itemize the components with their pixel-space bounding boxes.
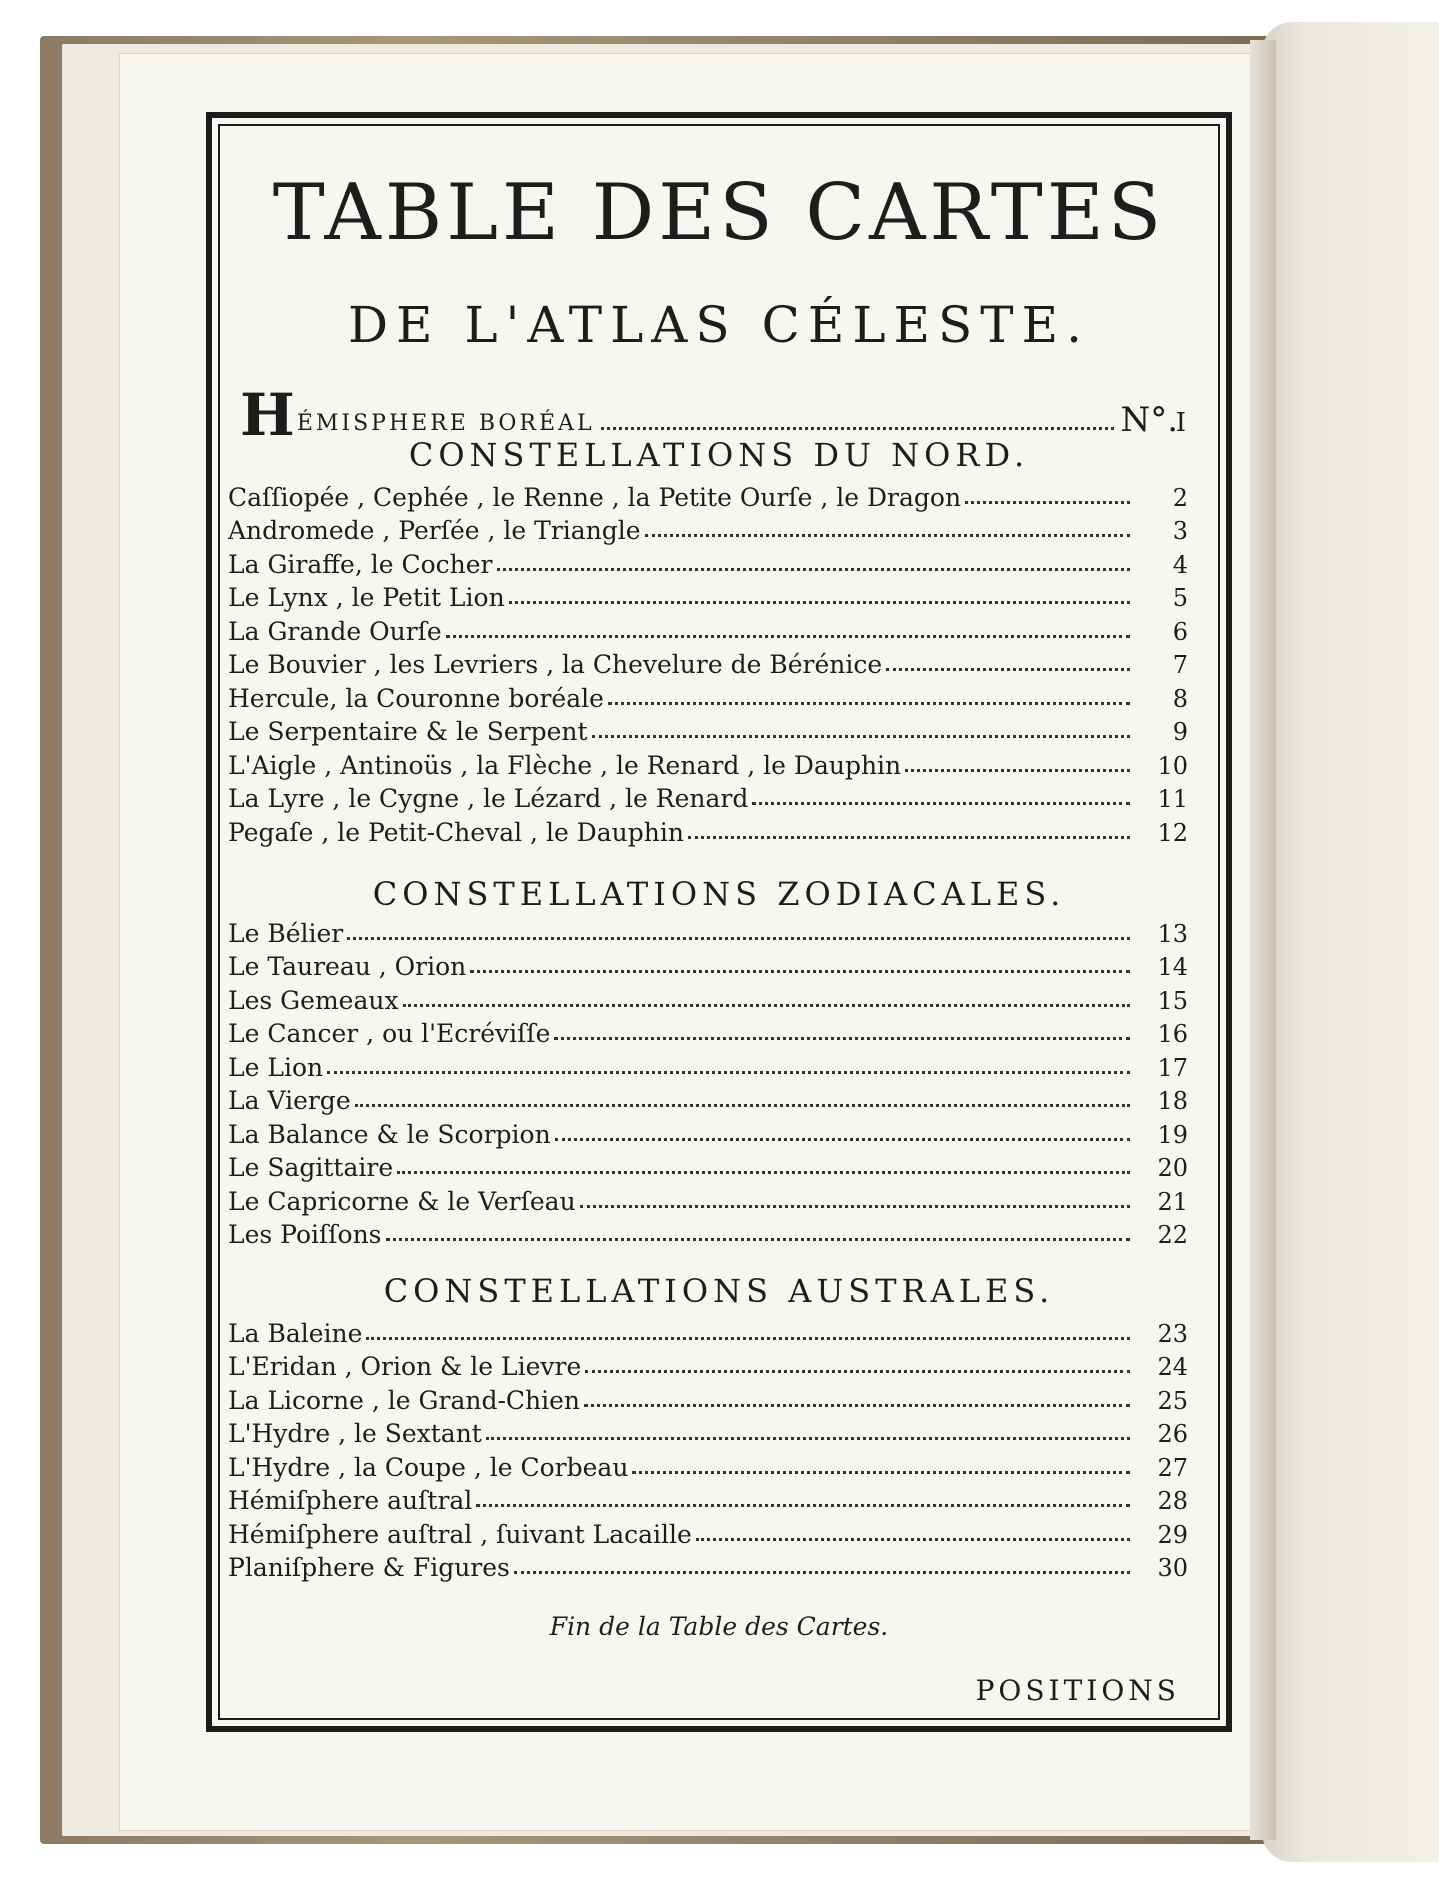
entry-number: 12 <box>1157 818 1188 847</box>
toc-entry <box>228 1048 1188 1082</box>
entry-number: 26 <box>1157 1420 1188 1448</box>
entry-name: L'Eridan , Orion & le Lievre <box>228 1352 582 1381</box>
dot-leader <box>632 1471 1130 1474</box>
entry-name: L'Hydre , le Sextant <box>228 1419 482 1448</box>
entry-name: La Giraffe, le Cocher <box>228 549 493 579</box>
entry-number: 8 <box>1172 684 1188 713</box>
entry-name: L'Aigle , Antinoüs , la Flèche , le Renard , le Dauphin <box>228 750 902 780</box>
page-subtitle: DE L'ATLAS CÉLESTE. <box>347 296 1091 354</box>
dot-leader <box>386 1238 1130 1241</box>
toc-entry <box>228 1082 1188 1116</box>
dot-leader <box>446 635 1130 638</box>
dot-leader <box>965 501 1130 504</box>
dot-leader <box>355 1104 1130 1107</box>
dot-leader <box>497 568 1131 571</box>
toc-entry <box>228 478 1188 512</box>
entry-number: 4 <box>1172 550 1188 579</box>
entry-name: La Vierge <box>228 1086 351 1115</box>
entry-name: La Grande Ourſe <box>228 616 442 646</box>
dot-leader <box>601 427 1115 430</box>
entry-number: 28 <box>1157 1487 1188 1515</box>
dot-leader <box>645 534 1130 537</box>
toc-entry <box>228 713 1188 747</box>
section-heading-nord: CONSTELLATIONS DU NORD. <box>408 436 1030 474</box>
entry-name: La Licorne , le Grand-Chien <box>228 1385 581 1415</box>
catchword: POSITIONS <box>975 1674 1180 1707</box>
entry-number: I <box>1175 408 1186 438</box>
dot-leader <box>580 1205 1130 1208</box>
toc-entry <box>228 1482 1188 1516</box>
entry-name: Les Poiſſons <box>228 1220 382 1249</box>
entry-name: Les Gemeaux <box>228 985 399 1015</box>
section-heading-australes: CONSTELLATIONS AUSTRALES. <box>383 1272 1055 1310</box>
dot-leader <box>608 702 1130 705</box>
number-label: N°. <box>1120 400 1178 440</box>
entry-number: 20 <box>1157 1154 1188 1182</box>
entry-number: 19 <box>1157 1120 1188 1149</box>
drop-initial: H <box>240 381 295 449</box>
dot-leader <box>585 1370 1130 1373</box>
entry-name: Hémiſphere auſtral <box>228 1486 473 1515</box>
facing-page <box>1262 22 1439 1862</box>
entry-number: 15 <box>1157 986 1188 1015</box>
toc-entry <box>228 679 1188 713</box>
entry-name: Hercule, la Couronne boréale <box>228 683 604 713</box>
dot-leader <box>347 937 1130 940</box>
entry-name: Planiſphere & Figures <box>228 1553 510 1582</box>
entry-name: Caſſiopée , Cephée , le Renne , la Petite Ourſe , le Dragon <box>228 482 962 512</box>
entry-number: 24 <box>1157 1353 1188 1381</box>
entry-number: 29 <box>1157 1520 1188 1549</box>
entry-number: 2 <box>1172 483 1188 512</box>
dot-leader <box>470 970 1130 973</box>
dot-leader <box>555 1138 1130 1141</box>
dot-leader <box>397 1171 1130 1174</box>
entry-name: Le Lynx , le Petit Lion <box>228 583 505 612</box>
entry-number: 7 <box>1172 651 1188 679</box>
section-list-nord <box>228 478 1188 847</box>
toc-entry <box>228 1448 1188 1482</box>
toc-entry <box>228 981 1188 1015</box>
dot-leader <box>696 1538 1130 1541</box>
entry-name: Le Taureau , Orion <box>228 952 467 981</box>
entry-name: Pegaſe , le Petit-Cheval , le Dauphin <box>228 817 684 847</box>
entry-name: Le Serpentaire & le Serpent <box>228 717 588 746</box>
toc-entry <box>228 1381 1188 1415</box>
toc-entry <box>228 1115 1188 1149</box>
toc-entry <box>228 612 1188 646</box>
entry-number: 11 <box>1157 785 1188 813</box>
entry-name: Le Bouvier , les Levriers , la Chevelure de Bérénice <box>228 650 883 679</box>
entry-number: 16 <box>1157 1020 1188 1048</box>
entry-number: 30 <box>1157 1554 1188 1582</box>
toc-entry <box>228 1415 1188 1449</box>
dot-leader <box>509 601 1130 604</box>
entry-number: 9 <box>1172 718 1188 746</box>
dot-leader <box>476 1504 1130 1507</box>
toc-entry <box>228 813 1188 847</box>
hemisphere-boreal-label: ÉMISPHERE BORÉAL <box>296 411 595 436</box>
toc-entry <box>228 1015 1188 1049</box>
dot-leader <box>905 769 1130 772</box>
section-list-zodiacales <box>228 914 1188 1249</box>
entry-number: 10 <box>1157 751 1188 780</box>
entry-number: 22 <box>1157 1221 1188 1249</box>
entry-name: Hémiſphere auſtral , ſuivant Lacaille <box>228 1519 692 1549</box>
toc-entry <box>228 545 1188 579</box>
toc-entry <box>228 948 1188 982</box>
dot-leader <box>584 1404 1130 1407</box>
entry-number: 13 <box>1157 919 1188 948</box>
dot-leader <box>554 1037 1130 1040</box>
entry-name: Le Bélier <box>228 918 344 948</box>
dot-leader <box>592 735 1130 738</box>
entry-number: 27 <box>1157 1453 1188 1482</box>
toc-entry <box>228 1348 1188 1382</box>
entry-name: Le Lion <box>228 1052 324 1082</box>
entry-name: Andromede , Perſée , le Triangle <box>228 516 641 545</box>
entry-number: 21 <box>1157 1187 1188 1216</box>
section-heading-zodiacales: CONSTELLATIONS ZODIACALES. <box>372 875 1066 913</box>
table-end-note: Fin de la Table des Cartes. <box>549 1612 889 1641</box>
entry-number: 6 <box>1172 617 1188 646</box>
gutter <box>1250 40 1276 1840</box>
toc-entry <box>228 1314 1188 1348</box>
dot-leader <box>514 1571 1130 1574</box>
entry-name: L'Hydre , la Coupe , le Corbeau <box>228 1452 629 1482</box>
dot-leader <box>486 1437 1130 1440</box>
entry-name: Le Sagittaire <box>228 1153 394 1182</box>
entry-name: Le Capricorne & le Verſeau <box>228 1186 576 1216</box>
toc-entry <box>228 1515 1188 1549</box>
entry-number: 3 <box>1172 517 1188 545</box>
dot-leader <box>688 836 1130 839</box>
toc-entry <box>228 914 1188 948</box>
toc-entry <box>228 780 1188 814</box>
entry-name: La Balance & le Scorpion <box>228 1119 551 1149</box>
entry-name: La Lyre , le Cygne , le Lézard , le Renard <box>228 784 749 813</box>
entry-name: La Baleine <box>228 1318 363 1348</box>
dot-leader <box>752 802 1130 805</box>
toc-entry <box>228 1182 1188 1216</box>
toc-entry <box>228 746 1188 780</box>
toc-entry <box>228 646 1188 680</box>
toc-entry <box>228 1549 1188 1583</box>
dot-leader <box>403 1004 1130 1007</box>
entry-number: 5 <box>1172 584 1188 612</box>
page-title: TABLE DES CARTES <box>272 168 1166 258</box>
toc-entry <box>228 579 1188 613</box>
entry-number: 23 <box>1157 1319 1188 1348</box>
dot-leader <box>886 668 1130 671</box>
entry-number: 17 <box>1157 1053 1188 1082</box>
entry-number: 25 <box>1157 1386 1188 1415</box>
toc-entry <box>228 1216 1188 1250</box>
dot-leader <box>366 1337 1130 1340</box>
hemisphere-boreal-entry <box>240 381 1186 449</box>
dot-leader <box>327 1071 1130 1074</box>
toc-entry <box>228 512 1188 546</box>
section-list-australes <box>228 1314 1188 1582</box>
entry-number: 18 <box>1157 1087 1188 1115</box>
toc-entry <box>228 1149 1188 1183</box>
entry-name: Le Cancer , ou l'Ecréviſſe <box>228 1019 551 1048</box>
entry-number: 14 <box>1157 953 1188 981</box>
